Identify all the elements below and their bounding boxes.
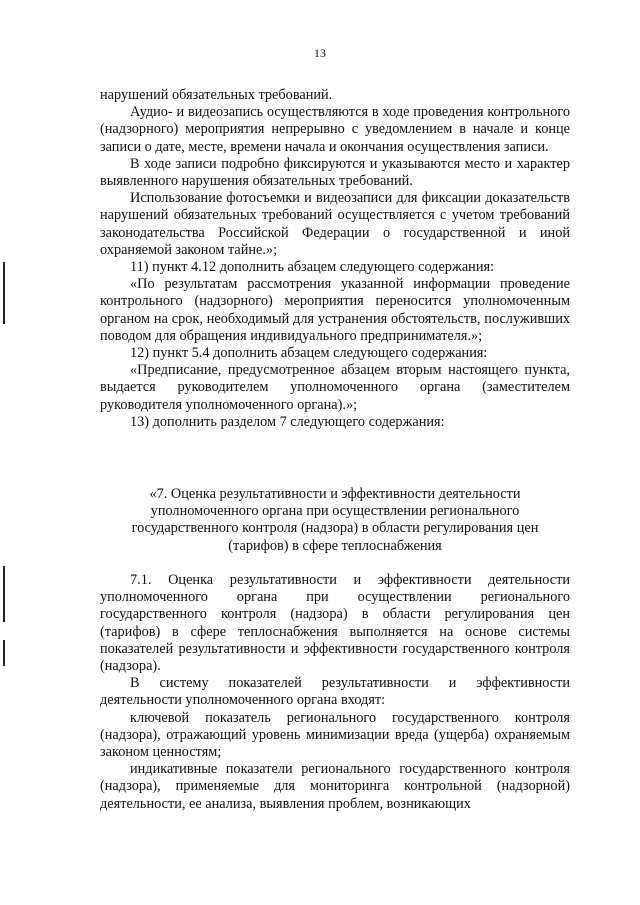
margin-scan-mark (3, 566, 5, 622)
paragraph: нарушений обязательных требований. (100, 87, 333, 103)
paragraph: ключевой показатель регионального государственного контроля (надзора), отражающий уровень минимизации вреда (ущерба) охраняемым законом ценностям; (100, 709, 570, 761)
paragraph: 13) дополнить разделом 7 следующего содержания: (130, 413, 445, 430)
margin-scan-mark (3, 262, 5, 324)
paragraph: В систему показателей результативности и эффективности деятельности уполномоченного органа входят: (100, 675, 570, 709)
paragraph: Аудио- и видеозапись осуществляются в ходе проведения контрольного (надзорного) мероприятия непрерывно с уведомлением в начале и конце записи о дате, месте, времени начала и окончания осуществления записи. (100, 104, 570, 155)
paragraph: 7.1. Оценка результативности и эффективности деятельности уполномоченного органа при осуществлении регионального государственного контроля (надзора) в области регулирования цен (тарифов) в сфере теплоснабжения выполняется на основе системы показателей результативности и эффективности государственного контроля (надзора). (100, 572, 570, 675)
section-heading: «7. Оценка результативности и эффективности деятельности уполномоченного органа при осуществлении регионального государственного контроля (надзора) в области регулирования цен (тарифов) в сфере теплоснабжения (131, 486, 539, 554)
page-number: 13 (314, 46, 326, 60)
paragraph: индикативные показатели регионального государственного контроля (надзора), применяемые для мониторинга контрольной (надзорной) деятельности, ее анализа, выявления проблем, возникающих (100, 761, 570, 812)
paragraph: Использование фотосъемки и видеозаписи для фиксации доказательств нарушений обязательных требований осуществляется с учетом требований законодательства Российской Федерации о государственной и иной охраняемой законом тайне.»; (100, 190, 570, 258)
paragraph: «Предписание, предусмотренное абзацем вторым настоящего пункта, выдается руководителем уполномоченного органа (заместителем руководителя уполномоченного органа).»; (100, 362, 570, 413)
paragraph: В ходе записи подробно фиксируются и указываются место и характер выявленного нарушения обязательных требований. (100, 155, 570, 190)
margin-scan-mark (3, 640, 5, 666)
paragraph: 11) пункт 4.12 дополнить абзацем следующего содержания: (130, 259, 495, 276)
document-body-bottom (100, 572, 570, 813)
document-body-top (100, 87, 570, 431)
paragraph: 12) пункт 5.4 дополнить абзацем следующего содержания: (130, 345, 488, 362)
section-heading-block (100, 486, 570, 555)
paragraph: «По результатам рассмотрения указанной информации проведение контрольного (надзорного) мероприятия переносится уполномоченным органом на срок, необходимый для устранения обстоятельств, послуживших поводом для обращения индивидуального предпринимателя.»; (100, 276, 570, 344)
